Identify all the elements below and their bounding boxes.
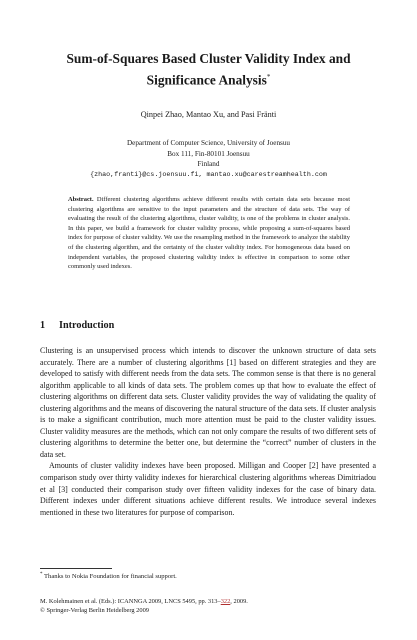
title-line-2: Significance Analysis — [146, 72, 267, 88]
footnote-text: Thanks to Nokia Foundation for financial support. — [42, 573, 177, 581]
citation-line-1 — [40, 598, 248, 607]
abstract-label: Abstract. — [68, 196, 94, 203]
title-footnote-mark: * — [266, 73, 271, 81]
affiliation-address: Box 111, Fin-80101 Joensuu — [167, 149, 250, 158]
citation-suffix: , 2009. — [230, 598, 248, 605]
footnote — [40, 572, 177, 580]
affiliation-country: Finland — [197, 160, 220, 168]
abstract — [68, 195, 350, 272]
body-text — [40, 345, 376, 518]
affiliation-block — [40, 138, 377, 180]
affiliation-department: Department of Computer Science, University of Joensuu — [126, 139, 291, 147]
title-line-1: Sum-of-Squares Based Cluster Validity Index and — [66, 51, 351, 66]
paragraph: Amounts of cluster validity indexes have been proposed. Milligan and Cooper [2] have presented a comparison study over thirty validity indexes for hierarchical clustering algorithms whereas Dimitriadou et al [3] conducted their comparison study over fifteen validity indexes for the case of binary data. Different indexes under different situations achieve different results. We introduce several indexes mentioned in these two literatures for purpose of comparison. — [40, 461, 376, 517]
footnote-divider — [40, 568, 112, 569]
copyright-line: © Springer-Verlag Berlin Heidelberg 2009 — [40, 606, 149, 614]
citation-prefix: M. Kolehmainen et al. (Eds.): ICANNGA 2009, LNCS 5495, pp. 313– — [40, 598, 221, 605]
paper-title — [40, 49, 377, 89]
abstract-text: Different clustering algorithms achieve different results with certain data sets because most clustering algorithms are sensitive to the input parameters and the structure of data sets. The way of evaluating the result of the clustering algorithms, cluster validity, is one of the problems in cluster analysis. In this paper, we build a framework for cluster validity process, while proposing a sum-of-squares based index for purpose of cluster validity. We use the resampling method in the framework to analyze the stability of the clustering algorithm, and the certainty of the cluster validity index. For homogeneous data based on independent variables, the proposed clustering validity index is effective in comparison to some other commonly used indexes. — [68, 196, 350, 271]
section-number: 1 — [40, 320, 46, 331]
footnote-mark: * — [40, 572, 43, 577]
page-end-link[interactable]: 322 — [220, 598, 231, 605]
author-list: Qinpei Zhao, Mantao Xu, and Pasi Fränti — [140, 110, 277, 119]
citation-block — [40, 598, 248, 616]
paragraph: Clustering is an unsupervised process which intends to discover the unknown structure of data sets accurately. There are a number of clustering algorithms [1] based on different strategies and they are developed to satisfy with different needs from the data sets. The common sense is that there is no general algorithm applicable to all kinds of data sets. The problem comes up that how to evaluate the effect of clustering algorithms on different data sets. Cluster validity provides the way of validating the quality of clustering algorithms and the means of discovering the natural structure of the data sets. If cluster analysis is to make a significant contribution, much more attention must be paid to the cluster validity issues. Cluster validity measures are the methods, which can not only compare the results of two different sets of clustering algorithms to determine the better one, but determine the “correct” number of clusters in the data set. — [40, 346, 376, 459]
author-emails: {zhao,franti}@cs.joensuu.fi, mantao.xu@carestreamhealth.com — [90, 170, 327, 179]
section-title: Introduction — [59, 320, 115, 331]
section-heading — [40, 320, 114, 331]
